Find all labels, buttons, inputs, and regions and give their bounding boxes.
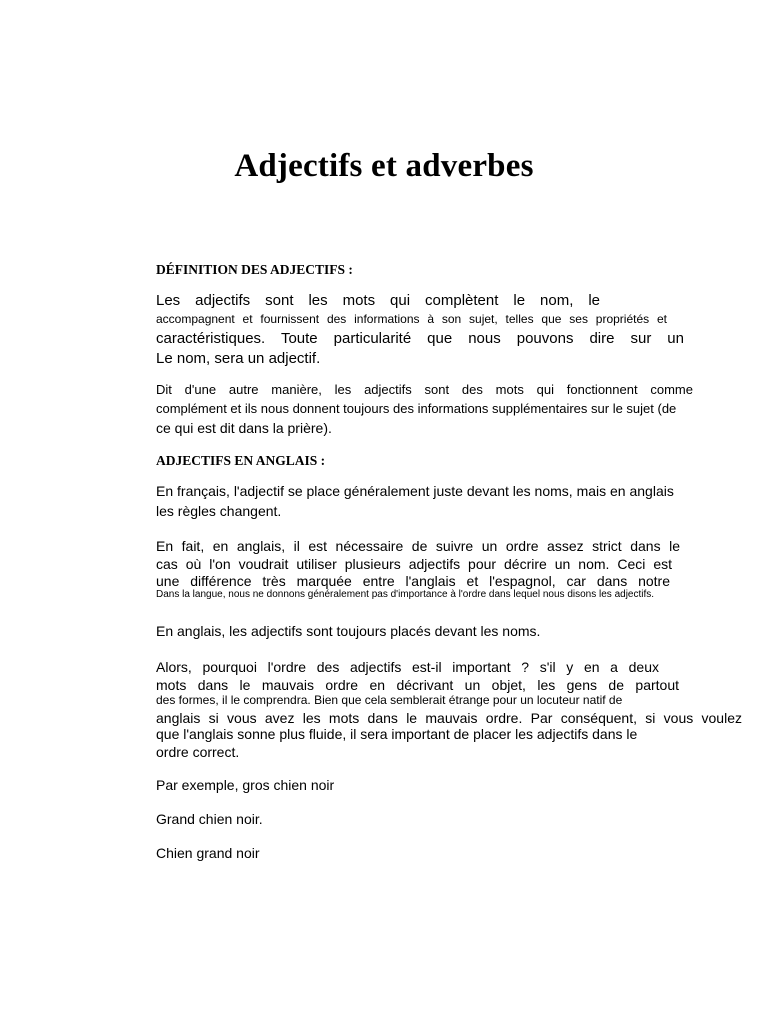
paragraph-line: caractéristiques. Toute particularité que nous pouvons dire sur un [156,330,684,347]
paragraph-line: Les adjectifs sont les mots qui complètent le nom, le [156,292,600,309]
paragraph-line: ordre correct. [156,744,240,760]
paragraph-line: cas où l'on voudrait utiliser plusieurs adjectifs pour décrire un nom. Ceci est [156,556,672,572]
example-line: Par exemple, gros chien noir [156,777,335,793]
paragraph-line: Dit d'une autre manière, les adjectifs sont des mots qui fonctionnent comme [156,382,693,397]
paragraph-line: ce qui est dit dans la prière). [156,420,332,436]
paragraph-line: En français, l'adjectif se place généralement juste devant les noms, mais en anglais [156,483,674,499]
section-heading-definition: DÉFINITION DES ADJECTIFS : [156,262,353,277]
paragraph-line: En anglais, les adjectifs sont toujours placés devant les noms. [156,623,541,639]
paragraph-line: accompagnent et fournissent des informations à son sujet, telles que ses propriétés et [156,312,667,326]
paragraph-line: Le nom, sera un adjectif. [156,350,321,367]
paragraph-line: une différence très marquée entre l'anglais et l'espagnol, car dans notre [156,573,670,589]
example-line: Grand chien noir. [156,811,263,827]
paragraph-line: des formes, il le comprendra. Bien que cela semblerait étrange pour un locuteur natif de [156,693,623,707]
paragraph-line: complément et ils nous donnent toujours des informations supplémentaires sur le sujet (de [156,401,677,416]
paragraph-line: Alors, pourquoi l'ordre des adjectifs est-il important ? s'il y en a deux [156,659,659,675]
section-heading-english: ADJECTIFS EN ANGLAIS : [156,453,326,468]
paragraph-line: les règles changent. [156,503,282,519]
document-title: Adjectifs et adverbes [234,148,534,184]
paragraph-line: Dans la langue, nous ne donnons généralement pas d'importance à l'ordre dans lequel nous disons les adjectifs. [156,589,655,600]
paragraph-line: mots dans le mauvais ordre en décrivant un objet, les gens de partout [156,677,679,693]
paragraph-line: que l'anglais sonne plus fluide, il sera important de placer les adjectifs dans le [156,726,638,742]
example-line: Chien grand noir [156,845,260,861]
paragraph-line: En fait, en anglais, il est nécessaire de suivre un ordre assez strict dans le [156,538,680,554]
paragraph-line: anglais si vous avez les mots dans le mauvais ordre. Par conséquent, si vous voulez [156,710,742,726]
